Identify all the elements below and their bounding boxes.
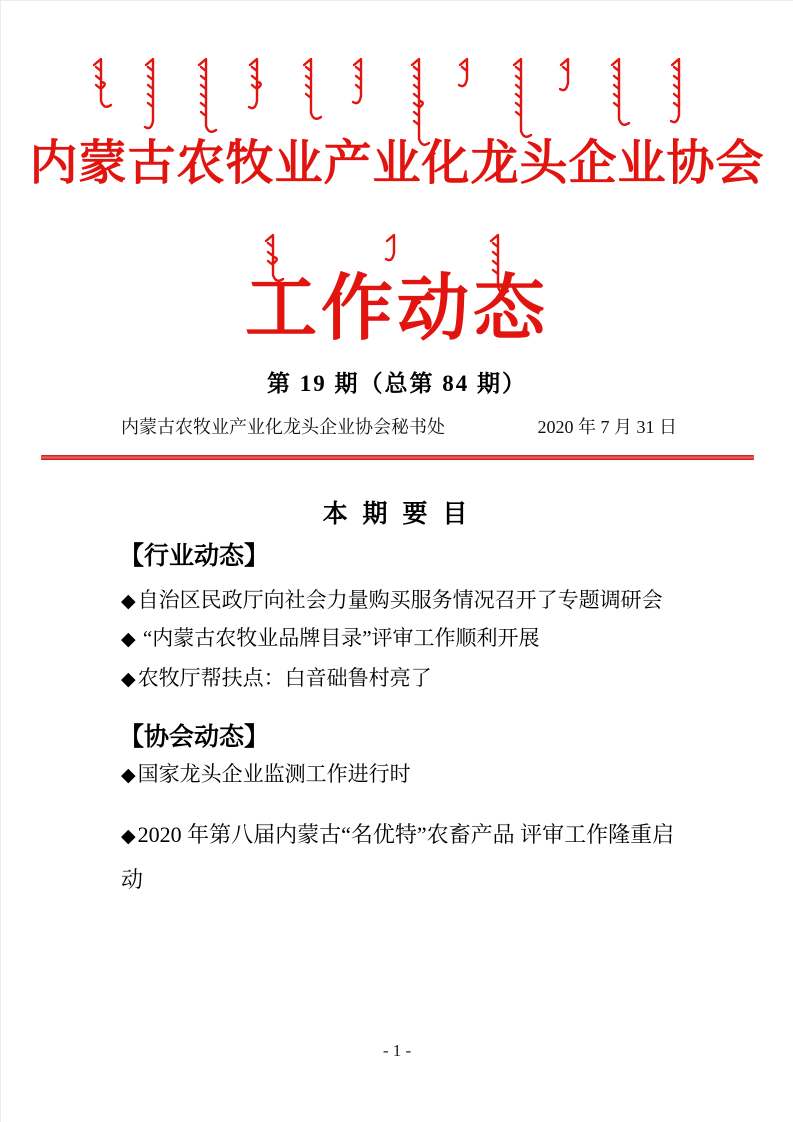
toc-item-text: 2020 年第八届内蒙古“名优特”农畜产品 评审工作隆重启动 (121, 822, 675, 892)
diamond-bullet-icon: ◆ (121, 825, 136, 847)
toc-item (121, 663, 697, 694)
toc-item (121, 759, 697, 790)
toc-heading: 本 期 要 目 (322, 500, 472, 528)
toc-item-text: “内蒙古农牧业品牌目录”评审工作顺利开展 (137, 626, 540, 650)
diamond-bullet-icon: ◆ (121, 590, 136, 612)
toc-item-text: 国家龙头企业监测工作进行时 (137, 762, 411, 786)
page-number: - 1 - (382, 1041, 412, 1060)
bulletin-title: 工作动态 (244, 269, 549, 349)
association-name-title: 内蒙古农牧业产业化龙头企业协会 (29, 137, 765, 190)
section-title-association-news: 【协会动态】 (119, 723, 270, 751)
issuer-name: 内蒙古农牧业产业化龙头企业协会秘书处 (121, 417, 445, 437)
toc-item-text: 农牧厅帮扶点：白音础鲁村亮了 (137, 666, 432, 690)
red-divider-rule (41, 455, 754, 460)
toc-item (121, 813, 696, 902)
diamond-bullet-icon: ◆ (121, 628, 136, 650)
issuer-date-row (121, 413, 677, 439)
toc-item (121, 623, 697, 654)
toc-item-text: 自治区民政厅向社会力量购买服务情况召开了专题调研会 (137, 588, 663, 612)
diamond-bullet-icon: ◆ (121, 668, 136, 690)
section-title-industry-news: 【行业动态】 (119, 542, 270, 570)
toc-item (121, 585, 697, 616)
issue-date: 2020 年 7 月 31 日 (537, 417, 677, 437)
issue-number-line: 第 19 期（总第 84 期） (267, 371, 527, 396)
diamond-bullet-icon: ◆ (121, 764, 136, 786)
